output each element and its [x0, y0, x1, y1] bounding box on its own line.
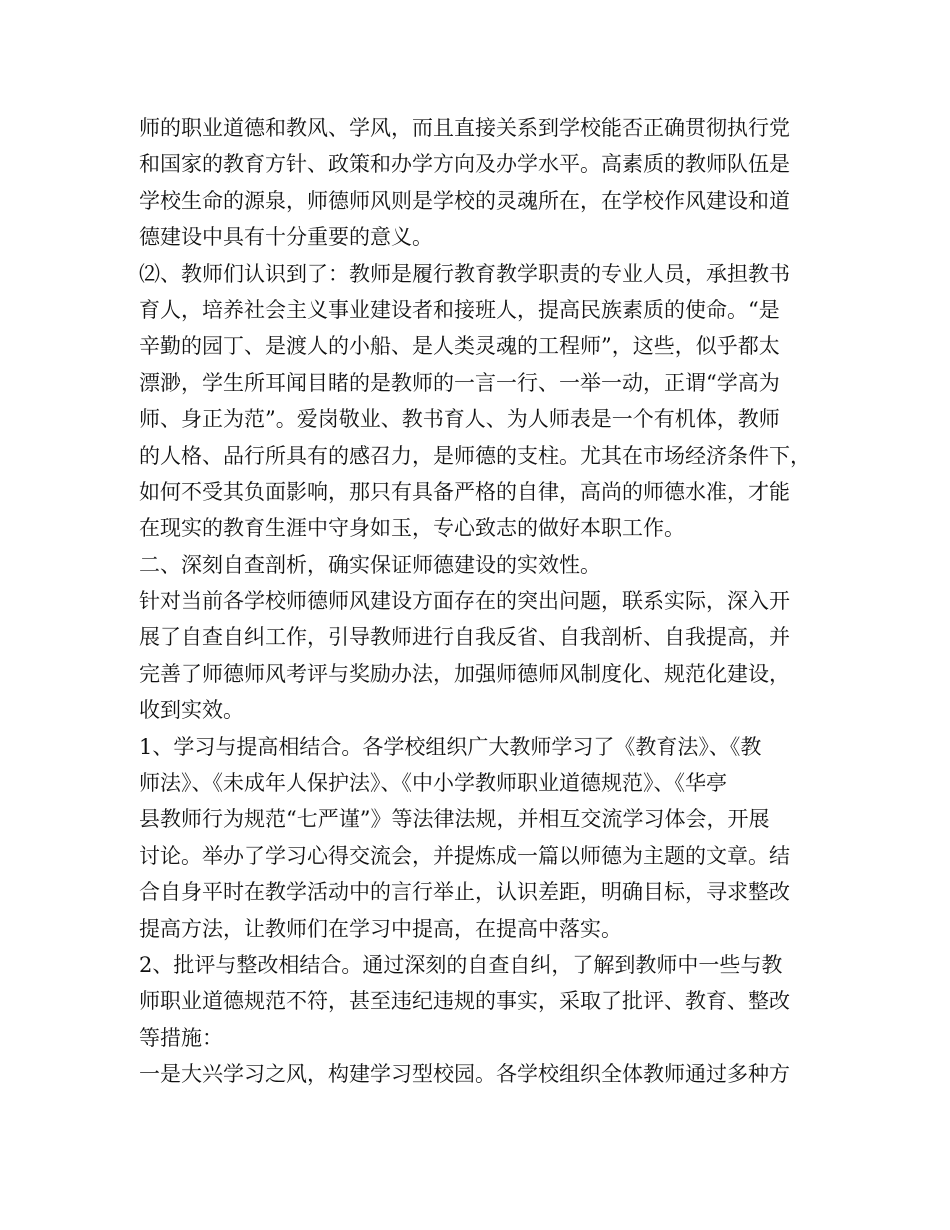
text-line: 辛勤的园丁、是渡人的小船、是人类灵魂的工程师”，这些，似乎都太 — [139, 334, 780, 359]
text-line: ⑵、教师们认识到了：教师是履行教育教学职责的专业人员，承担教书 — [139, 261, 790, 286]
text-line: 育人，培养社会主义事业建设者和接班人，提高民族素质的使命。“是 — [139, 297, 780, 322]
text-line: 县教师行为规范“七严谨”》等法律法规，并相互交流学习体会，开展 — [139, 807, 770, 832]
text-line: 展了自查自纠工作，引导教师进行自我反省、自我剖析、自我提高，并 — [139, 625, 790, 650]
text-line: 等措施： — [139, 1025, 223, 1050]
text-line: 师的职业道德和教风、学风，而且直接关系到学校能否正确贯彻执行党 — [139, 116, 790, 140]
text-line: 讨论。举办了学习心得交流会，并提炼成一篇以师德为主题的文章。结 — [139, 843, 790, 868]
text-line: 2、批评与整改相结合。通过深刻的自查自纠，了解到教师中一些与教 — [139, 952, 783, 977]
text-line: 完善了师德师风考评与奖励办法，加强师德师风制度化、规范化建设， — [139, 661, 790, 686]
document-body — [139, 110, 839, 1093]
text-line: 针对当前各学校师德师风建设方面存在的突出问题，联系实际，深入开 — [139, 589, 790, 614]
text-line: 合自身平时在教学活动中的言行举止，认识差距，明确目标，寻求整改 — [139, 880, 790, 905]
text-line: 一是大兴学习之风，构建学习型校园。各学校组织全体教师通过多种方 — [139, 1062, 790, 1087]
text-line: 如何不受其负面影响，那只有具备严格的自律，高尚的师德水准，才能 — [139, 479, 790, 504]
text-line: 提高方法，让教师们在学习中提高，在提高中落实。 — [139, 916, 622, 941]
text-line: 师、身正为范”。爱岗敬业、教书育人、为人师表是一个有机体，教师 — [139, 407, 780, 432]
text-line: 师职业道德规范不符，甚至违纪违规的事实，采取了批评、教育、整改 — [139, 989, 790, 1014]
text-line: 收到实效。 — [139, 698, 244, 723]
text-line: 的人格、品行所具有的感召力，是师德的支柱。尤其在市场经济条件下， — [139, 443, 811, 468]
text-line: 学校生命的源泉，师德师风则是学校的灵魂所在，在学校作风建设和道 — [139, 188, 790, 213]
section-heading: 二、深刻自查剖析，确实保证师德建设的实效性。 — [139, 552, 601, 577]
text-line: 漂渺，学生所耳闻目睹的是教师的一言一行、一举一动，正谓“学高为 — [139, 370, 780, 395]
text-line: 在现实的教育生涯中守身如玉，专心致志的做好本职工作。 — [139, 516, 685, 541]
text-line: 师法》、《未成年人保护法》、《中小学教师职业道德规范》、《华亭 — [139, 771, 727, 796]
text-line: 和国家的教育方针、政策和办学方向及办学水平。高素质的教师队伍是 — [139, 152, 790, 177]
text-line: 德建设中具有十分重要的意义。 — [139, 225, 433, 250]
text-line: 1、学习与提高相结合。各学校组织广大教师学习了《教育法》、《教 — [139, 734, 762, 759]
